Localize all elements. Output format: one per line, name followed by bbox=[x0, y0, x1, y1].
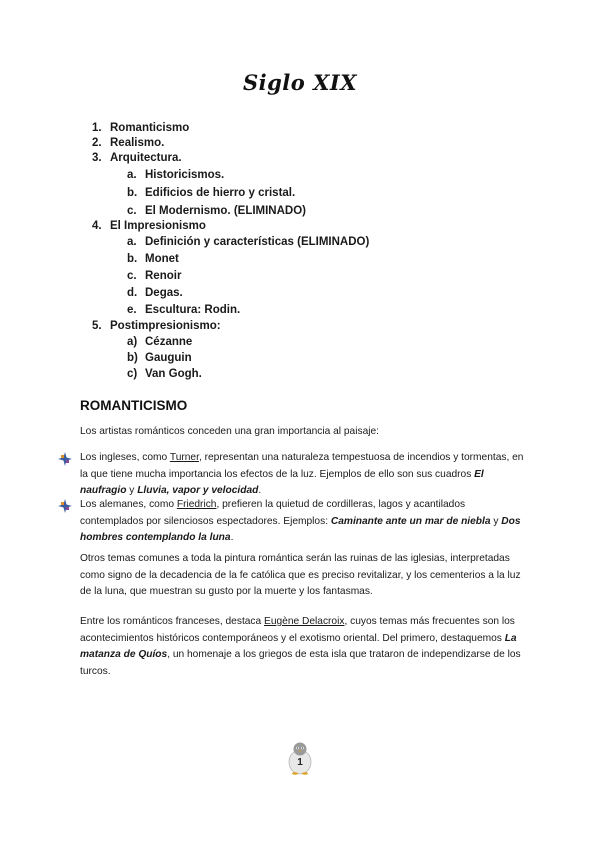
outline-marker: c) bbox=[127, 368, 138, 380]
artwork-title: El naufragio bbox=[80, 468, 484, 496]
outline-item bbox=[127, 187, 295, 199]
outline-label: Degas. bbox=[145, 287, 183, 299]
outline-item bbox=[127, 253, 179, 265]
outline-marker: a. bbox=[127, 169, 137, 181]
page-number: 1 bbox=[297, 757, 303, 768]
bullet-paragraph-english bbox=[80, 450, 525, 500]
outline-marker: b) bbox=[127, 352, 138, 364]
outline-label: Historicismos. bbox=[145, 169, 225, 181]
outline-marker: c. bbox=[127, 270, 137, 282]
outline-marker: 2. bbox=[92, 137, 102, 149]
outline-marker: b. bbox=[127, 187, 138, 199]
outline-label: Renoir bbox=[145, 270, 182, 282]
document-title: Siglo XIX bbox=[242, 70, 358, 95]
outline-marker: 4. bbox=[92, 220, 102, 232]
text-span: y bbox=[126, 485, 138, 496]
section-heading: ROMANTICISMO bbox=[80, 398, 188, 413]
outline-marker: a) bbox=[127, 336, 138, 348]
outline-marker: 5. bbox=[92, 320, 102, 332]
outline-marker: 1. bbox=[92, 122, 102, 134]
outline-label: Romanticismo bbox=[110, 122, 190, 134]
outline-item bbox=[92, 220, 206, 232]
artwork-title: Caminante ante un mar de niebla bbox=[330, 515, 491, 527]
outline-label: El Impresionismo bbox=[110, 220, 206, 232]
outline-marker: c. bbox=[127, 205, 137, 217]
outline-item bbox=[127, 368, 202, 380]
outline-item bbox=[127, 270, 181, 282]
outline-marker: b. bbox=[127, 253, 138, 265]
outline-marker: d. bbox=[127, 287, 138, 299]
artwork-title: Dos hombres contemplando la luna bbox=[80, 515, 521, 543]
outline-label: Cézanne bbox=[145, 336, 193, 348]
text-span: , prefieren la quietud de cordilleras, lagos y acantilados contemplados por silenciosos espectadores. Ejemplos: bbox=[80, 499, 466, 527]
intro-paragraph: Los artistas románticos conceden una gran importancia al paisaje: bbox=[80, 426, 379, 437]
outline-item bbox=[127, 205, 306, 217]
outline-label: Realismo. bbox=[110, 137, 165, 149]
artist-link-friedrich[interactable]: Friedrich bbox=[176, 499, 217, 510]
outline-marker: a. bbox=[127, 236, 137, 248]
outline-item bbox=[92, 122, 189, 134]
outline-item bbox=[127, 287, 183, 299]
outline-label: Monet bbox=[145, 253, 179, 265]
outline-item bbox=[127, 304, 240, 316]
outline-label: El Modernismo. (ELIMINADO) bbox=[145, 205, 306, 217]
text-span: , representan una naturaleza tempestuosa de incendios y tormentas, en la que tiene mucha importancia los efectos de la luz. Ejemplos de ello son sus cuadros bbox=[80, 452, 524, 480]
text-span: y bbox=[490, 515, 502, 527]
outline-label: Definición y características (ELIMINADO) bbox=[145, 236, 370, 248]
paragraph-french bbox=[80, 614, 525, 680]
sparkle-bullet-icon bbox=[58, 499, 72, 513]
outline-marker: e. bbox=[127, 304, 137, 316]
text-span: , un homenaje a los griegos de esta isla que trataron de independizarse de los turcos. bbox=[80, 649, 521, 677]
artist-link-turner[interactable]: Turner bbox=[169, 452, 199, 463]
outline-label: Arquitectura. bbox=[110, 152, 182, 164]
artwork-title: La matanza de Quíos bbox=[80, 632, 517, 660]
outline-item bbox=[127, 236, 369, 248]
sparkle-bullet-icon bbox=[58, 452, 72, 466]
bullet-paragraph-german bbox=[80, 497, 525, 547]
outline-label: Gauguin bbox=[145, 352, 192, 364]
text-span: . bbox=[258, 485, 262, 496]
outline-item bbox=[92, 152, 182, 164]
outline-label: Postimpresionismo: bbox=[110, 320, 221, 332]
text-span: Entre los románticos franceses, destaca bbox=[80, 616, 265, 627]
outline-marker: 3. bbox=[92, 152, 102, 164]
text-span: Los alemanes, como bbox=[80, 499, 177, 510]
text-span: . bbox=[230, 532, 234, 543]
outline-item bbox=[127, 336, 192, 348]
outline-label: Escultura: Rodin. bbox=[145, 304, 241, 316]
outline-label: Van Gogh. bbox=[145, 368, 202, 380]
outline-item bbox=[127, 169, 224, 181]
outline-item bbox=[127, 352, 192, 364]
outline-item bbox=[92, 320, 221, 332]
text-span: , cuyos temas más frecuentes son los acontecimientos históricos contemporáneos y el exotismo oriental. Del primero, destaquemos bbox=[80, 616, 515, 644]
artwork-title: Lluvia, vapor y velocidad bbox=[137, 485, 259, 496]
artist-link-delacroix[interactable]: Eugène Delacroix bbox=[264, 616, 345, 627]
paragraph-other-themes: Otros temas comunes a toda la pintura romántica serán las ruinas de las iglesias, interpretadas como signo de la decadencia de la fe católica que es preciso revitalizar, y los cementerios a la luz de la luna, que muestran su gusto por la muerte y los fantasmas. bbox=[80, 553, 521, 597]
outline-label: Edificios de hierro y cristal. bbox=[145, 187, 296, 199]
text-span: Los ingleses, como bbox=[80, 452, 170, 463]
outline-item bbox=[92, 137, 164, 149]
